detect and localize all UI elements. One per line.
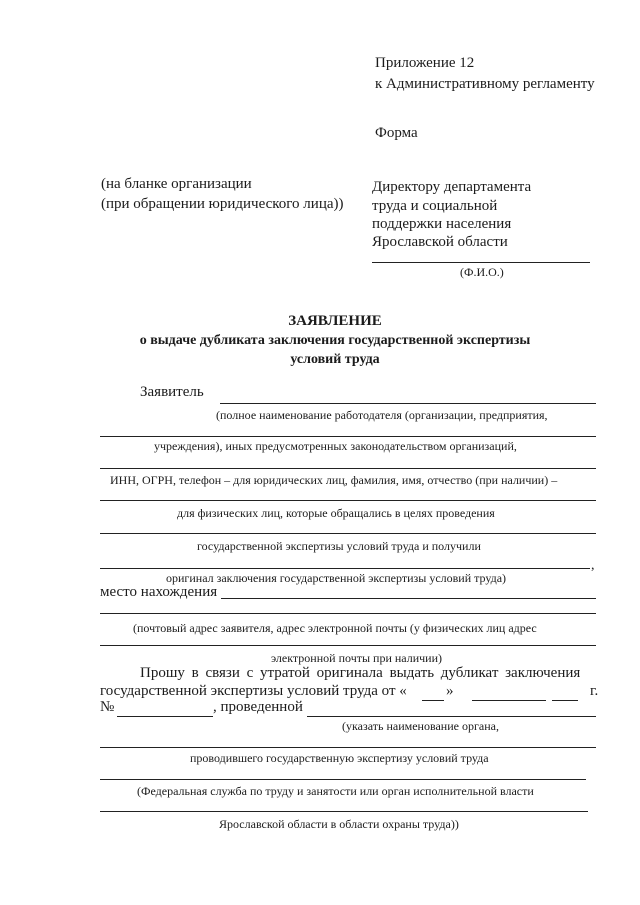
applicant-hint4: для физических лиц, которые обращались в целях проведения: [177, 506, 495, 520]
applicant-field-line3[interactable]: [100, 468, 596, 469]
request-number-sign: №: [100, 699, 115, 715]
request-year-field[interactable]: [552, 700, 578, 701]
location-label: место нахождения: [100, 584, 218, 600]
request-day-field[interactable]: [422, 700, 444, 701]
request-day-quote: »: [446, 683, 454, 699]
request-text-line2: государственной экспертизы условий труда от «: [100, 683, 407, 699]
request-year-suffix: г.: [590, 683, 599, 699]
addressee-line4: Ярославской области: [372, 234, 508, 250]
addressee-line1: Директору департамента: [372, 179, 532, 195]
applicant-field-line6[interactable]: [100, 568, 590, 569]
request-hint1: (указать наименование органа,: [342, 719, 499, 733]
addressee-line3: поддержки населения: [372, 216, 512, 232]
request-body-field-line1[interactable]: [307, 716, 596, 717]
letterhead-note-line1: (на бланке организации: [101, 176, 252, 192]
applicant-label: Заявитель: [140, 384, 204, 400]
request-hint4: Ярославской области в области охраны труда)): [219, 817, 459, 831]
appendix-regulation: к Административному регламенту: [375, 76, 595, 92]
applicant-hint5: государственной экспертизы условий труда и получили: [197, 539, 481, 553]
document-title: ЗАЯВЛЕНИЕ: [288, 313, 382, 329]
request-hint3: (Федеральная служба по труду и занятости или орган исполнительной власти: [137, 784, 534, 798]
applicant-hint1: (полное наименование работодателя (организации, предприятия,: [216, 408, 548, 422]
request-month-field[interactable]: [472, 700, 546, 701]
letterhead-note-line2: (при обращении юридического лица)): [101, 196, 344, 212]
addressee-line2: труда и социальной: [372, 198, 498, 214]
location-field-line1[interactable]: [221, 598, 596, 599]
request-text-line1: Прошу в связи с утратой оригинала выдать дубликат заключения: [140, 665, 581, 681]
request-number-field[interactable]: [117, 716, 213, 717]
applicant-field-line4[interactable]: [100, 500, 596, 501]
applicant-hint2: учреждения), иных предусмотренных законодательством организаций,: [154, 439, 517, 453]
applicant-hint6: оригинал заключения государственной экспертизы условий труда): [166, 571, 507, 585]
applicant-field-line1[interactable]: [220, 403, 596, 404]
request-body-field-line2[interactable]: [100, 747, 596, 748]
document-subtitle-line2: условий труда: [290, 352, 380, 367]
form-label: Форма: [375, 125, 418, 141]
applicant-hint3: ИНН, ОГРН, телефон – для юридических лиц, фамилия, имя, отчество (при наличии) –: [110, 473, 558, 487]
location-hint1: (почтовый адрес заявителя, адрес электронной почты (у физических лиц адрес: [133, 621, 537, 635]
request-conducted-text: , проведенной: [213, 699, 303, 715]
request-hint2: проводившего государственную экспертизу условий труда: [190, 751, 489, 765]
applicant-field-line2[interactable]: [100, 436, 596, 437]
location-hint2: электронной почты при наличии): [271, 651, 443, 665]
location-field-line2[interactable]: [100, 613, 596, 614]
applicant-comma: ,: [591, 558, 595, 573]
fio-underline: [372, 262, 590, 263]
document-subtitle-line1: о выдаче дубликата заключения государственной экспертизы: [139, 333, 531, 348]
appendix-number: Приложение 12: [375, 55, 475, 71]
fio-hint: (Ф.И.О.): [460, 265, 504, 279]
location-field-line3[interactable]: [100, 645, 596, 646]
request-body-field-line3[interactable]: [100, 779, 586, 780]
applicant-field-line5[interactable]: [100, 533, 596, 534]
request-body-field-line4[interactable]: [100, 811, 588, 812]
